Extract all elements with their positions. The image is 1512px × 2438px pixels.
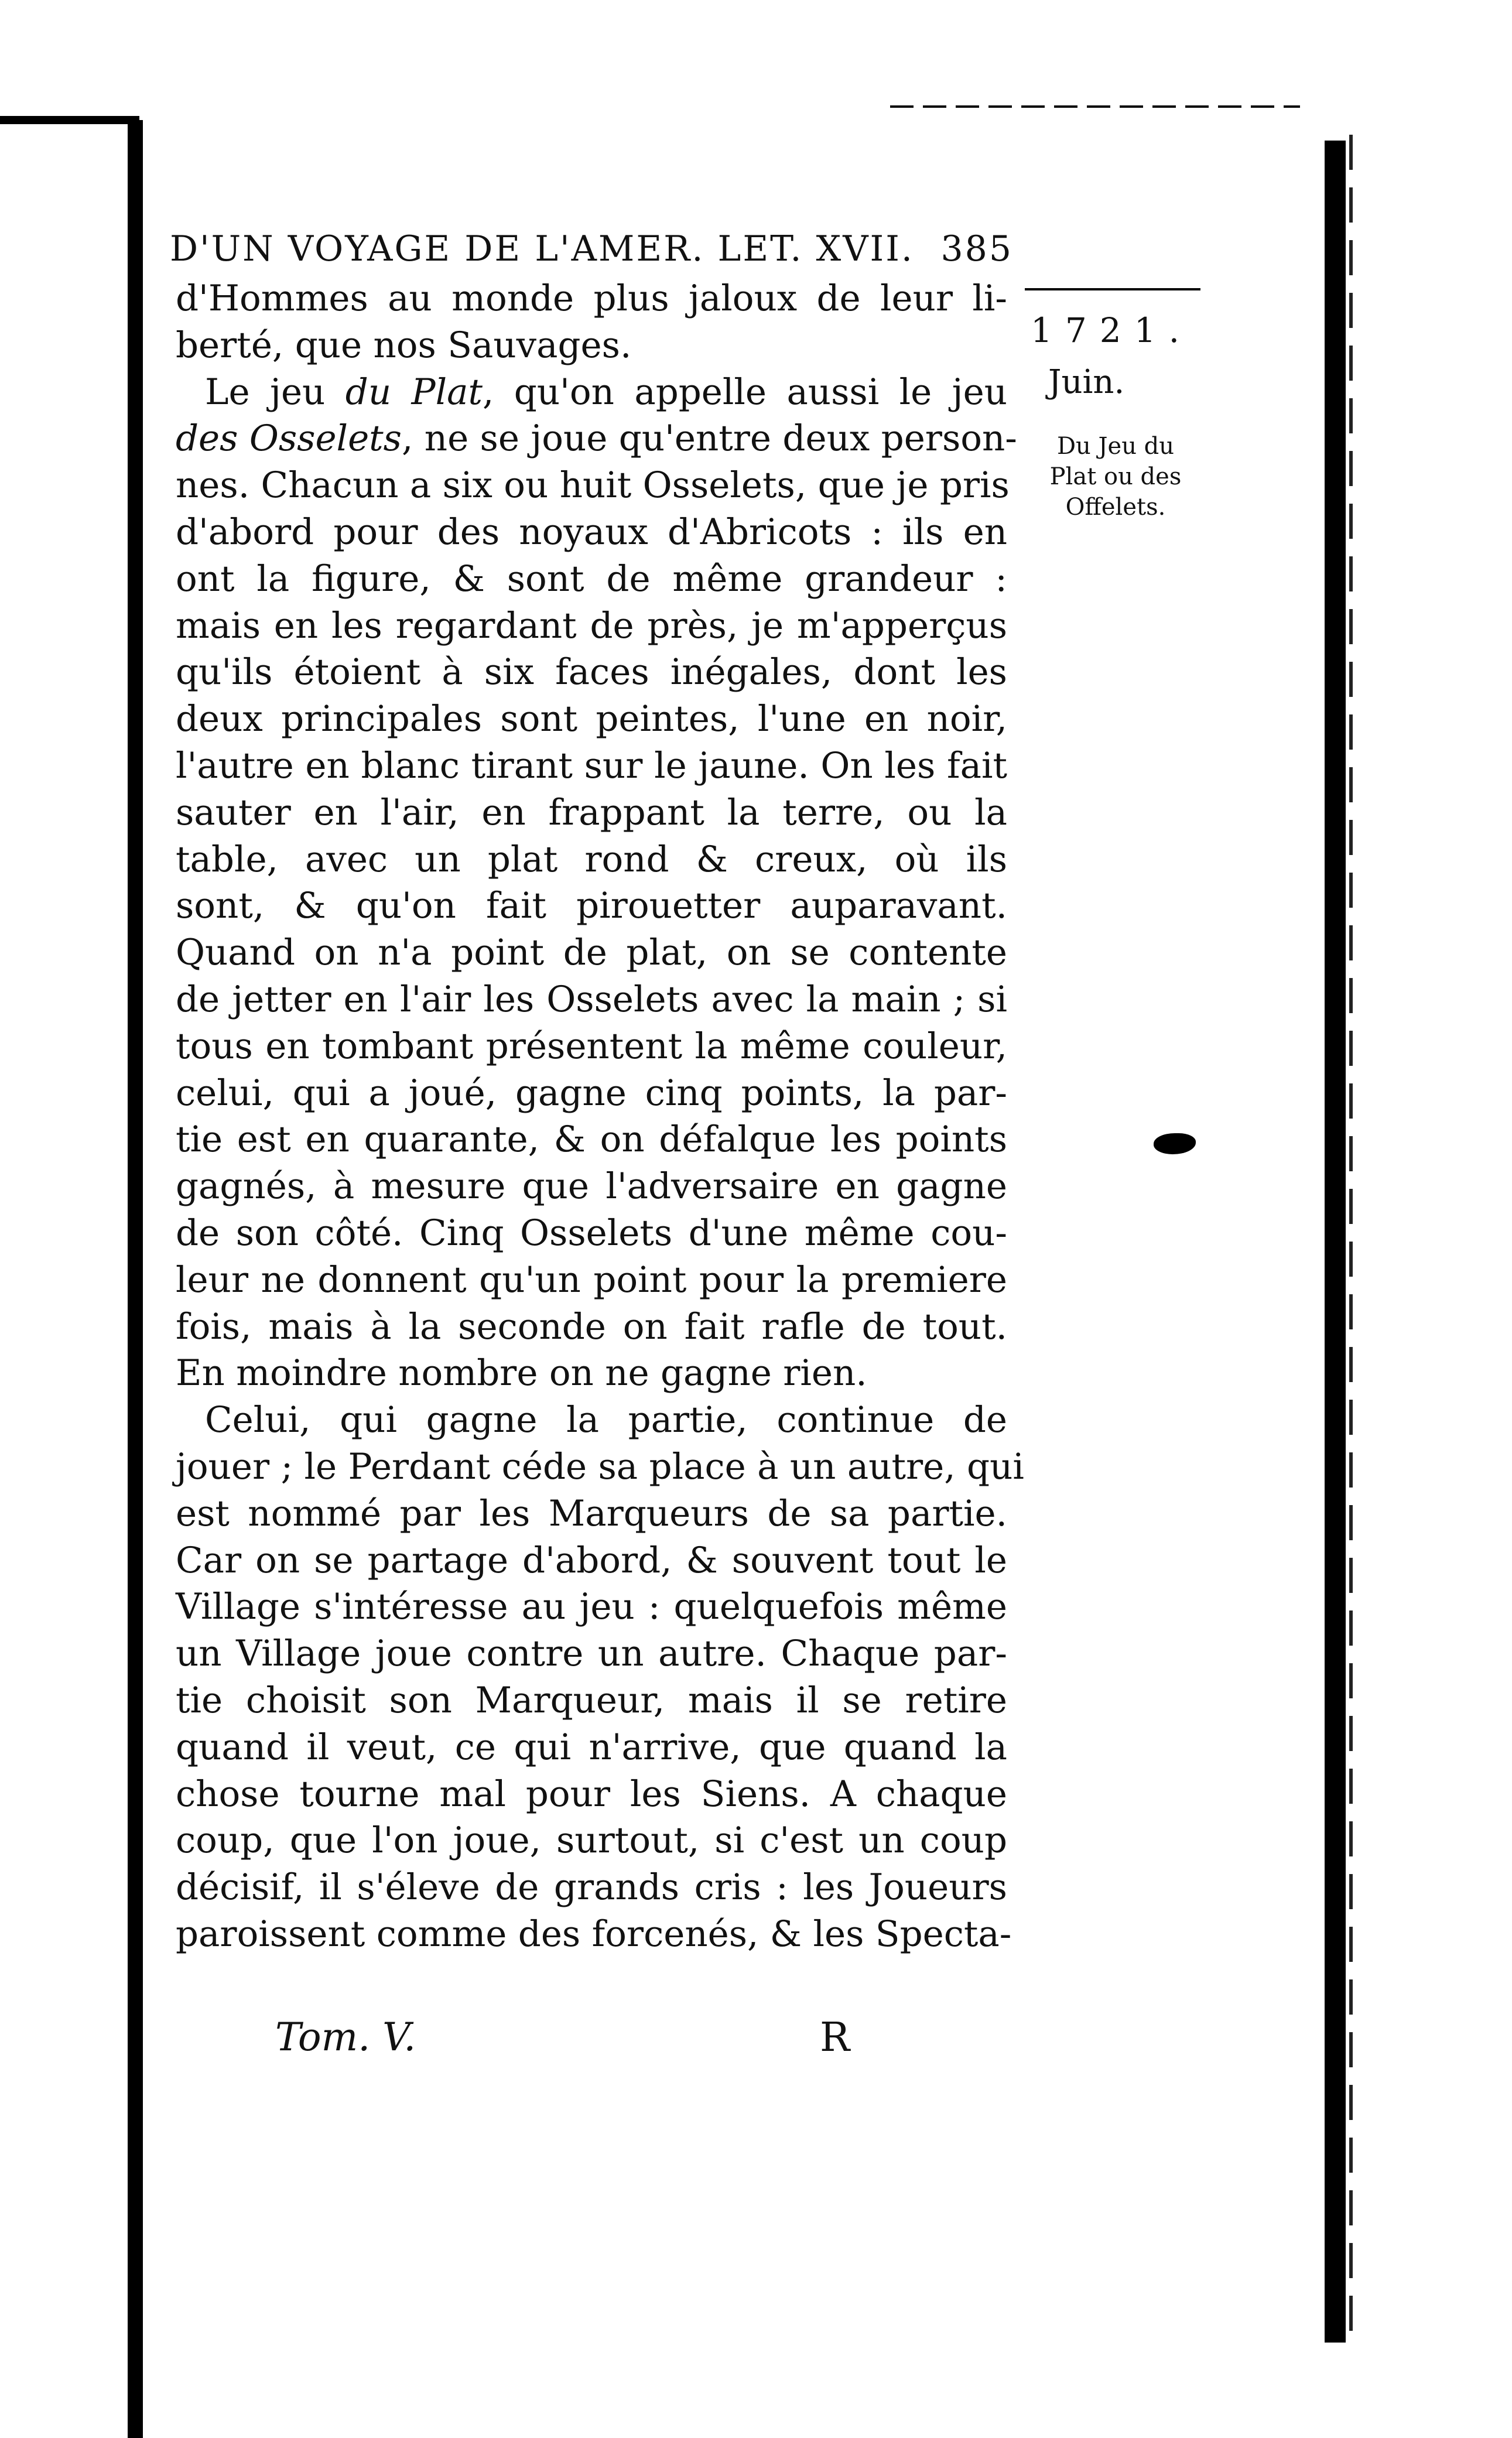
- margin-note: [1016, 431, 1215, 522]
- text-line: gagnés, à mesure que l'adversaire en gagne: [176, 1165, 1007, 1208]
- scan-page-edge: [1349, 135, 1353, 2348]
- text-line: d'Hommes au monde plus jaloux de leur li-: [176, 278, 1007, 319]
- text-line: leur ne donnent qu'un point pour la premiere: [176, 1259, 1007, 1301]
- margin-month: Juin.: [1048, 363, 1125, 401]
- text-line: fois, mais à la seconde on fait rafle de tout.: [176, 1305, 1007, 1348]
- margin-note-line: Plat ou des: [1049, 463, 1182, 490]
- scan-left-binding-shadow: [128, 120, 143, 2438]
- signature-mark: Tom. V.: [275, 2015, 416, 2060]
- text-line: d'abord pour des noyaux d'Abricots : ils en: [176, 511, 1007, 553]
- margin-rule: [1025, 288, 1200, 290]
- page-number: 385: [940, 228, 1013, 269]
- text-line: coup, que l'on joue, surtout, si c'est un coup: [176, 1820, 1007, 1862]
- text-line: celui, qui a joué, gagne cinq points, la par-: [176, 1072, 1007, 1114]
- text-line: de son côté. Cinq Osselets d'une même cou-: [176, 1212, 1007, 1254]
- scan-edge-rule: [0, 116, 139, 124]
- text-line: Le jeu du Plat, qu'on appelle aussi le jeu: [205, 371, 1007, 413]
- text-line: paroissent comme des forcenés, & les Specta-: [176, 1913, 1012, 1955]
- text-line: mais en les regardant de près, je m'apperçus: [176, 604, 1007, 647]
- italic-phrase: du Plat: [345, 371, 483, 413]
- body-text: [176, 275, 1024, 1958]
- text-line: l'autre en blanc tirant sur le jaune. On les fait: [176, 744, 1007, 787]
- text-line: deux principales sont peintes, l'une en noir,: [176, 698, 1007, 740]
- text-line: table, avec un plat rond & creux, où ils: [176, 838, 1007, 880]
- text-line: Celui, qui gagne la partie, continue de: [205, 1399, 1007, 1441]
- ink-blot: [1154, 1133, 1196, 1154]
- text-line: jouer ; le Perdant céde sa place à un autre, qui: [176, 1445, 1024, 1488]
- text-line: des Osselets, ne se joue qu'entre deux person-: [176, 418, 1017, 460]
- text-line: un Village joue contre un autre. Chaque par-: [176, 1633, 1007, 1675]
- text-line: Quand on n'a point de plat, on se contente: [176, 932, 1007, 974]
- text-line: tous en tombant présentent la même couleur,: [176, 1025, 1007, 1067]
- text-line: quand il veut, ce qui n'arrive, que quand la: [176, 1726, 1007, 1768]
- running-head-title: D'UN VOYAGE DE L'AMER. LET. XVII.: [170, 228, 914, 269]
- text-line: sont, & qu'on fait pirouetter auparavant.: [176, 885, 1007, 927]
- text-line: ont la figure, & sont de même grandeur :: [176, 558, 1007, 600]
- text-line: Village s'intéresse au jeu : quelquefois même: [176, 1586, 1007, 1628]
- text-line: En moindre nombre on ne gagne rien.: [176, 1352, 867, 1394]
- text-line: nes. Chacun a six ou huit Osselets, que je pris: [176, 464, 1010, 507]
- scan-right-edge-shadow: [1325, 141, 1346, 2343]
- text-line: de jetter en l'air les Osselets avec la main ; si: [176, 978, 1007, 1020]
- scan-top-rule: [890, 105, 1300, 108]
- text-line: est nommé par les Marqueurs de sa partie.: [176, 1492, 1007, 1534]
- text-line: décisif, il s'éleve de grands cris : les Joueurs: [176, 1866, 1007, 1909]
- text-line: sauter en l'air, en frappant la terre, ou la: [176, 791, 1007, 833]
- margin-note-line: Du Jeu du: [1056, 433, 1175, 460]
- text-line: berté, que nos Sauvages.: [176, 324, 632, 366]
- text-line: tie choisit son Marqueur, mais il se retire: [176, 1679, 1007, 1721]
- text-line: Car on se partage d'abord, & souvent tout le: [176, 1539, 1007, 1581]
- text-line: tie est en quarante, & on défalque les points: [176, 1119, 1007, 1161]
- margin-note-line: Offelets.: [1065, 494, 1166, 521]
- margin-year: 1721.: [1031, 310, 1193, 350]
- text-line: chose tourne mal pour les Siens. A chaque: [176, 1773, 1007, 1815]
- italic-phrase: des Osselets: [176, 418, 402, 460]
- running-head: [170, 228, 1013, 269]
- text-line: qu'ils étoient à six faces inégales, dont les: [176, 651, 1007, 693]
- gathering-letter: R: [820, 2015, 850, 2061]
